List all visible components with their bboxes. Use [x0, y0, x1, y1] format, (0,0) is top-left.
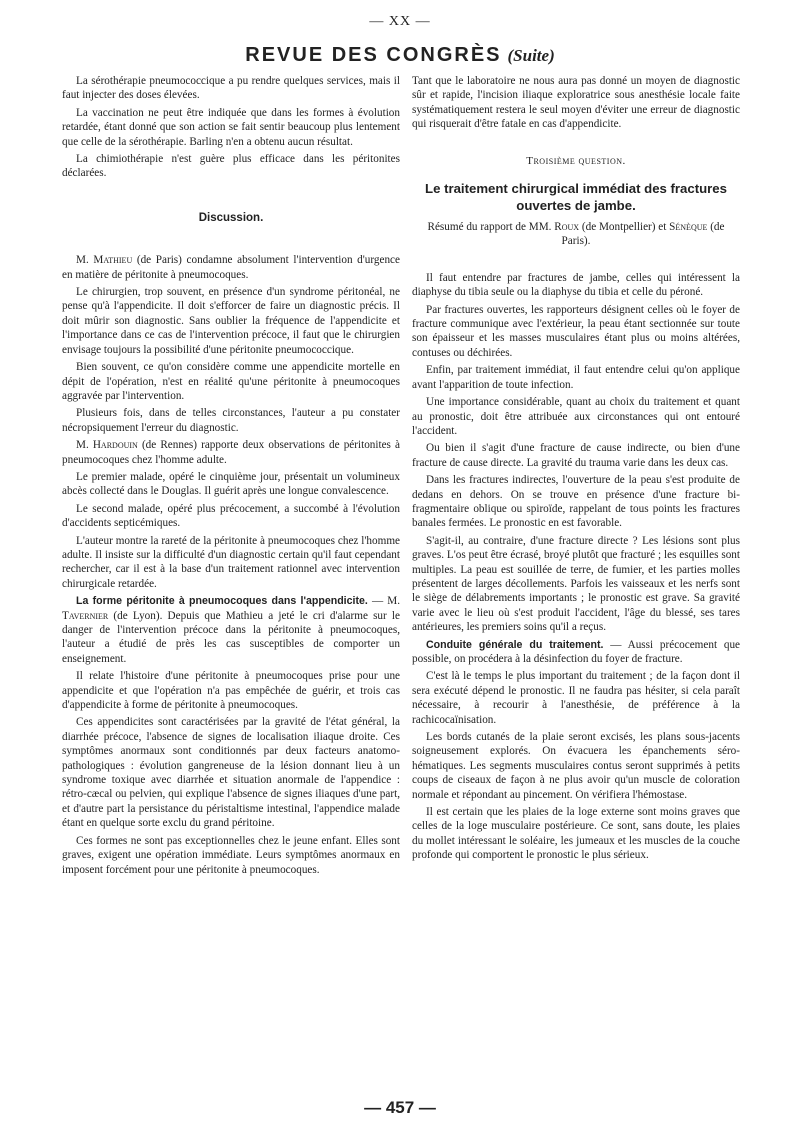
paragraph-text: (de Rennes) rapporte deux observations de péritonites à pneumocoques chez l'homme adulte. — [62, 439, 400, 466]
paragraph: La chimiothérapie n'est guère plus efficace dans les péritonites déclarées. — [62, 153, 400, 180]
discussion-heading: Discussion. — [198, 211, 264, 224]
paragraph: C'est là le temps le plus important du traitement ; de la façon dont il sera exécuté dépend le pronostic. Il ne faudra pas hésiter, si cela paraît nécessaire, à recourir à l'anesthésie, de préférence à la rachicocaïnisation. — [412, 670, 740, 726]
topic-title: Le traitement chirurgical immédiat des fractures ouvertes de jambe. — [425, 181, 727, 214]
paragraph: Ces appendicites sont caractérisées par la gravité de l'état général, la diarrhée précoce, l'absence de signes de localisation iliaque droite. Ces symptômes anormaux sont conditionnés par deux facteurs anatomo-pathologiques : évolution gangreneuse de la lésion donnant lieu à un syndrome toxique avec diarrhée et situation anormale de l'appendice : rétro-cæcal ou pelvien, qui explique l'absence de signes iliaques d'une part, et d'autre part la persistance du péristaltisme intestinal, l'appendice malade étant en quelque sorte exclu du grand péritoine. — [62, 716, 400, 830]
paragraph: Ou bien il s'agit d'une fracture de cause indirecte, ou bien d'une fracture de cause directe. La gravité du trauma varie dans les deux cas. — [412, 442, 740, 469]
paragraph — [62, 594, 400, 666]
report-prefix: Résumé du rapport de MM. — [427, 221, 555, 234]
paragraph: Les bords cutanés de la plaie seront excisés, les plans sous-jacents soigneusement explorés. On évacuera les épanchements séro-hématiques. Les segments musculaires contus seront supprimés à petits coups de ciseaux de façon à ne plus avoir qu'un muscle de coloration normale et répondant au pincement. On vérifiera l'hémostase. — [412, 731, 740, 801]
paragraph: Une importance considérable, quant au choix du traitement et quant au pronostic, doit être attribuée aux circonstances qui ont entouré l'accident. — [412, 396, 740, 437]
paragraph: S'agit-il, au contraire, d'une fracture directe ? Les lésions sont plus graves. L'os peut être écrasé, broyé plutôt que fracturé ; les esquilles sont multiples. La peau est souillée de terre, de fumier, et les parties molles présentent de larges décollements. Parfois les vaisseaux et les nerfs sont le siège de délabrements importants ; le pronostic est grave. Sa gravité varie avec le lieu où s'est produit l'accident, l'âge du blessé, ses tares antérieures, les premiers soins qu'il a reçus. — [412, 534, 740, 634]
page-header — [0, 44, 800, 67]
author-name: M. Tavernier — [62, 595, 401, 622]
author-name: Roux — [554, 221, 580, 234]
section-title: Conduite générale du traitement. — [426, 638, 604, 651]
paragraph: La sérothérapie pneumococcique a pu rendre quelques services, mais il faut injecter des doses élevées. — [62, 75, 400, 102]
paragraph: Dans les fractures indirectes, l'ouverture de la peau s'est produite de dedans en dehors. On se trouve en présence d'une fracture bi-fragmentaire oblique ou spiroïde, rappelant de tous points les fractures banales fermées. Le pronostic en est favorable. — [412, 474, 740, 530]
paragraph: Il relate l'histoire d'une péritonite à pneumocoques prise pour une appendicite et que l'opération n'a pas empêchée de guérir, et trois cas d'appendicite à forme de péritonite à pneumocoques. — [62, 670, 400, 712]
header-suite: (Suite) — [507, 46, 555, 65]
paragraph — [62, 438, 400, 467]
paragraph: Par fractures ouvertes, les rapporteurs désignent celles où le foyer de fracture communique avec l'extérieur, la peau étant sectionnée sur toute son épaisseur et les masses musculaires étant plus ou moins altérées, contuses ou déchirées. — [412, 303, 740, 359]
author-name: Sénèque — [669, 221, 708, 234]
paragraph: Ces formes ne sont pas exceptionnelles chez le jeune enfant. Elles sont graves, exigent une opération immédiate. Leurs symptômes anormaux en imposent forcément pour une péritonite à pneumocoques. — [62, 834, 400, 876]
dash: — — [367, 595, 388, 608]
report-mid: (de Montpellier) et — [579, 221, 670, 234]
report-line — [412, 220, 740, 249]
paragraph: Le second malade, opéré plus précocement, a succombé à l'évolution d'accidents septicémiques. — [62, 502, 400, 530]
paragraph: L'auteur montre la rareté de la péritonite à pneumocoques chez l'homme adulte. Il insiste sur la difficulté d'un diagnostic certain qu'il faut cependant rechercher, car il est à la base d'un traitement rationnel avec intervention chirurgicale retardée. — [62, 534, 400, 590]
paragraph: Plusieurs fois, dans de telles circonstances, l'auteur a pu constater nécropsiquement l'erreur du diagnostic. — [62, 407, 400, 434]
section-title: La forme péritonite à pneumocoques dans l'appendicite. — [76, 595, 368, 608]
paragraph — [62, 253, 400, 282]
header-title: REVUE DES CONGRÈS — [245, 44, 502, 66]
paragraph-text: (de Paris) condamne absolument l'intervention d'urgence en matière de péritonite à pneumocoques. — [62, 254, 400, 281]
paragraph: Bien souvent, ce qu'on considère comme une appendicite mortelle en dépit de l'opération, n'est en réalité qu'une péritonite à pneumocoques aggravée par l'intervention. — [62, 361, 400, 402]
paragraph-text: (de Lyon). Depuis que Mathieu a jeté le cri d'alarme sur le danger de l'intervention précoce dans la péritonite à pneumocoques, l'auteur a étudié de près les cas susceptibles de comporter un enseignement. — [62, 609, 400, 665]
left-column — [62, 74, 400, 880]
paragraph: Le chirurgien, trop souvent, en présence d'un syndrome péritonéal, ne pense qu'à l'appendicite. Il doit s'efforcer de faire un diagnostic précis. Il doit mûrir son diagnostic. Sans oublier la fréquence de l'appendicite et l'importance dans ce cas de l'intervention précoce, il faut que le chirurgien envisage toujours la possibilité d'une péritonite pneumococcique. — [62, 286, 400, 356]
paragraph: Il faut entendre par fractures de jambe, celles qui intéressent la diaphyse du tibia seule ou la diaphyse du tibia et celle du péroné. — [412, 271, 740, 299]
author-name: M. Mathieu — [76, 254, 133, 267]
author-name: M. Hardouin — [76, 439, 138, 452]
paragraph: Tant que le laboratoire ne nous aura pas donné un moyen de diagnostic sûr et rapide, l'incision iliaque exploratrice sous anesthésie locale faite systématiquement restera le seul moyen d'éviter une erreur de diagnostic qui risquerait d'être fatale en cas d'appendicite. — [412, 75, 740, 131]
paragraph — [412, 638, 740, 667]
paragraph-text: — Aussi précocement que possible, on procédera à la désinfection du foyer de fracture. — [412, 638, 741, 665]
report-suffix: (de Paris). — [561, 221, 725, 248]
page-number: — 457 — — [364, 1098, 436, 1117]
roman-page-number: — XX — — [369, 14, 431, 29]
paragraph: Il est certain que les plaies de la loge externe sont moins graves que celles de la loge musculaire postérieure. Ce sont, sans doute, les plaies du mollet intéressant le soléaire, les jumeaux et les muscles de la couche profonde qui comportent le pronostic le plus sérieux. — [412, 806, 740, 862]
paragraph: Le premier malade, opéré le cinquième jour, présentait un volumineux abcès collecté dans le Douglas. Il guérit après une longue convalescence. — [62, 470, 400, 498]
question-label: Troisième question. — [526, 154, 626, 167]
right-column — [412, 74, 740, 866]
paragraph: Enfin, par traitement immédiat, il faut entendre celui qu'on applique avant l'apparition de toute infection. — [412, 364, 740, 391]
paragraph: La vaccination ne peut être indiquée que dans les formes à évolution retardée, étant donné que son action se fait sentir beaucoup plus lentement que celle de la sérothérapie. Barling n'en a obtenu aucun résultat. — [62, 106, 400, 148]
